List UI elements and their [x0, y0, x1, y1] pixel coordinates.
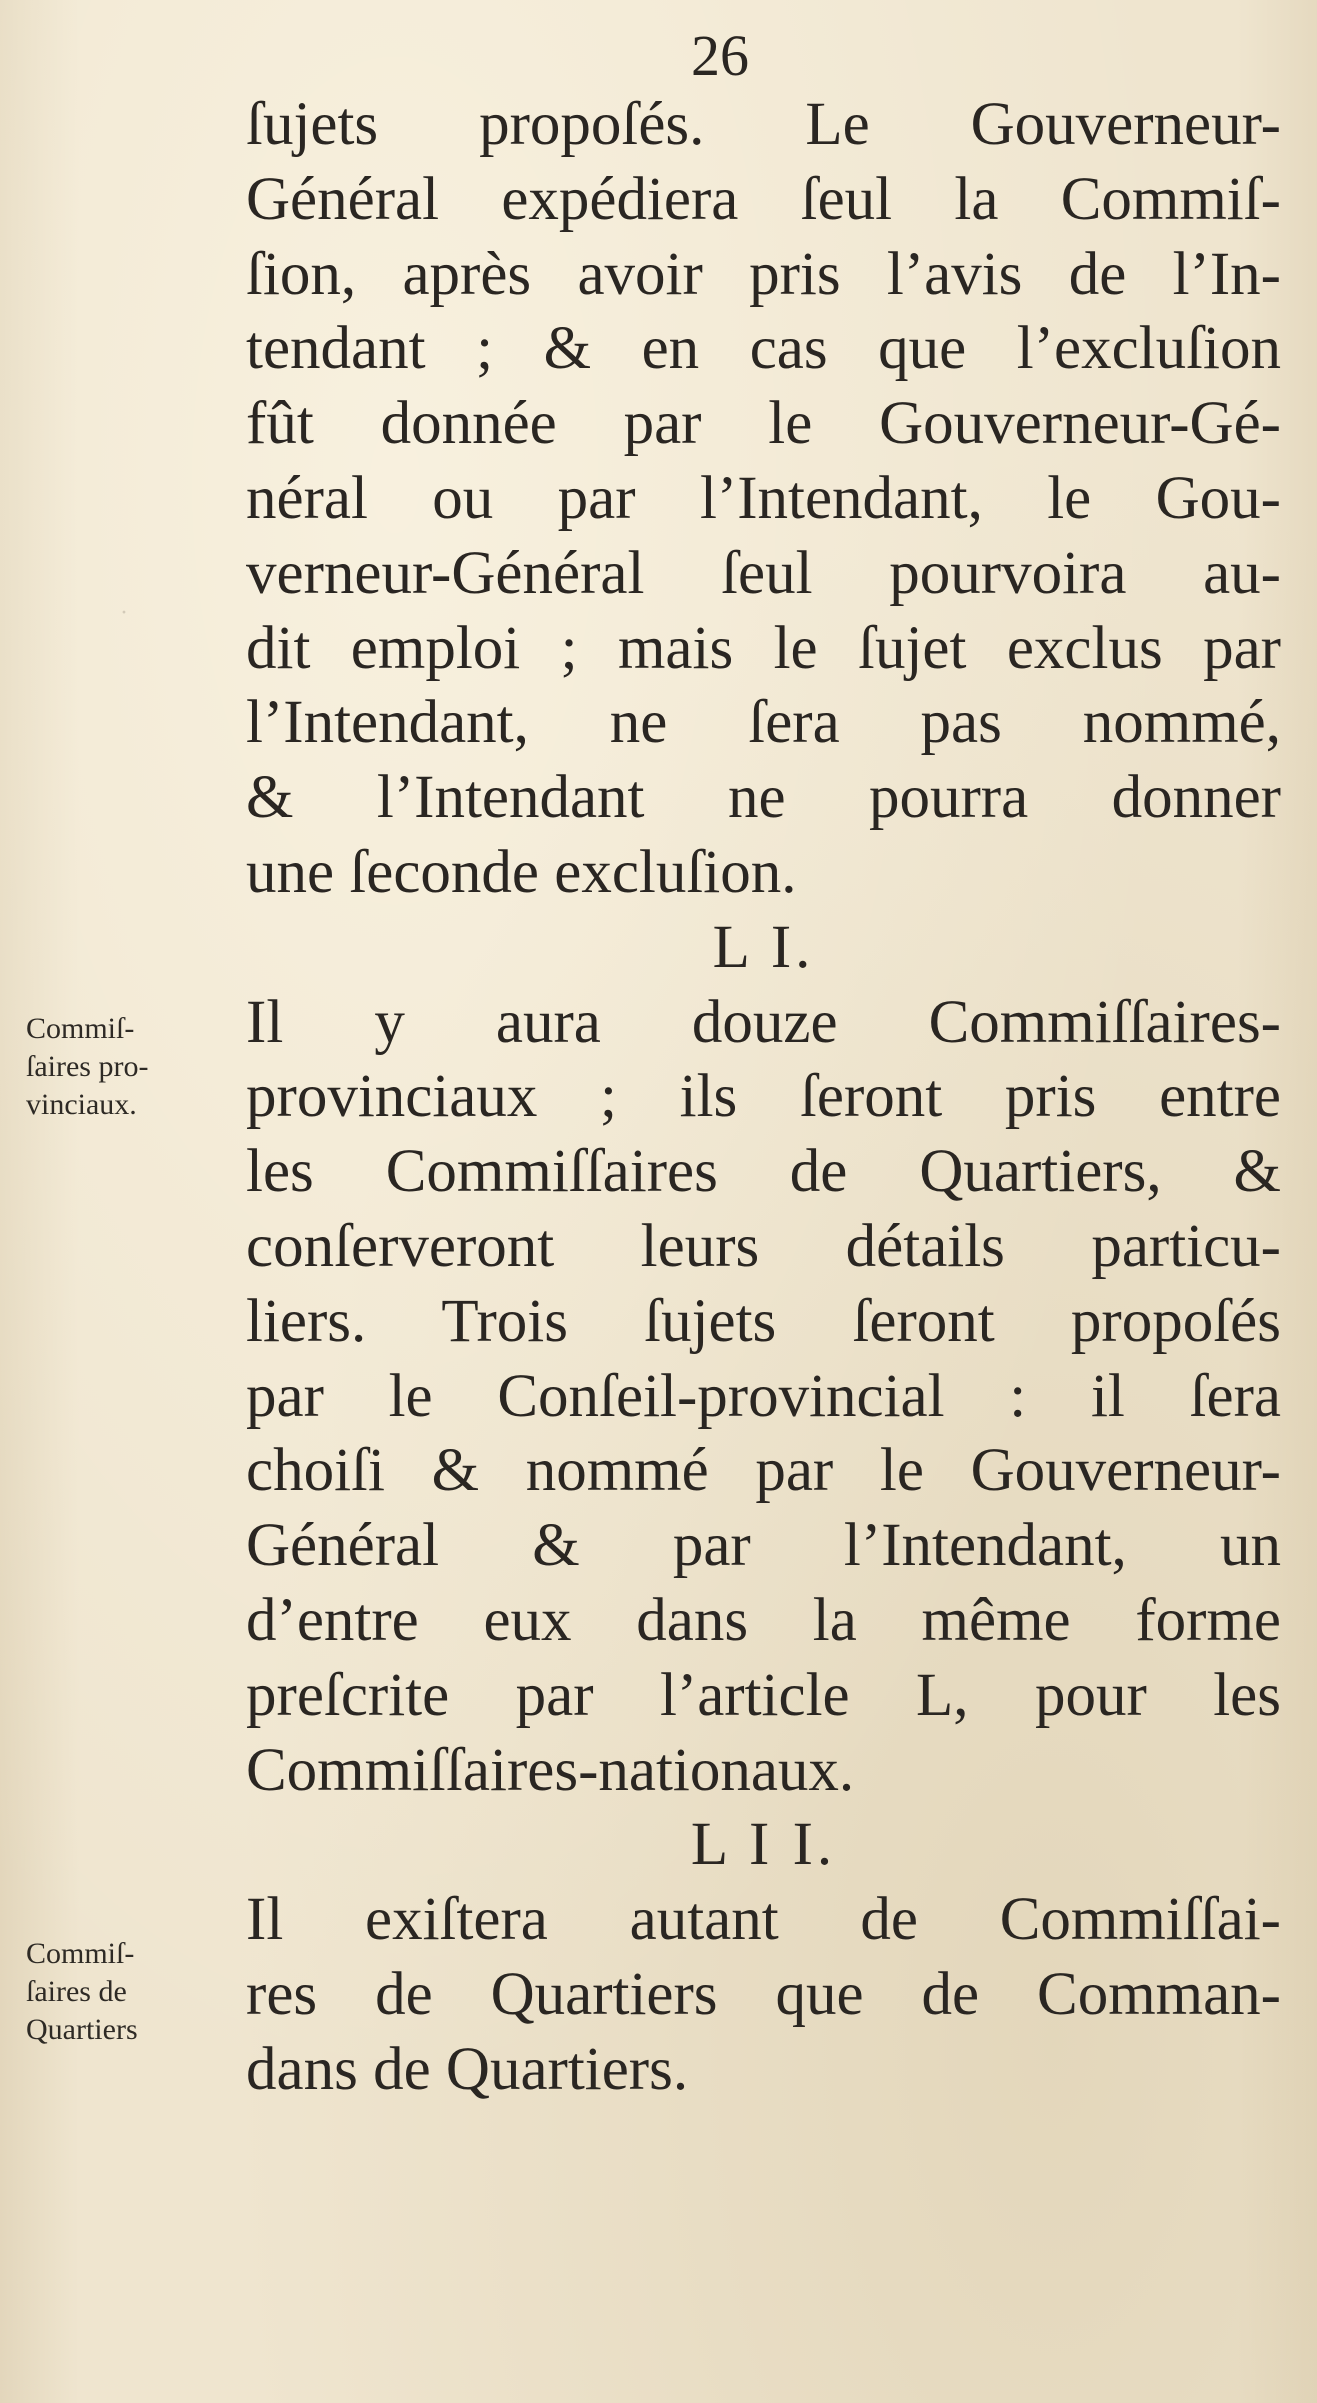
text-line: une ſeconde excluſion. [246, 838, 797, 906]
article-heading: L I I. [690, 1811, 837, 1879]
text-line: & l’Intendant ne pourra donner [246, 764, 1281, 832]
margin-note-commissaires-provinciaux [26, 1010, 231, 1124]
margin-note-line: Commiſ- [26, 1012, 135, 1045]
text-line: ſion, après avoir pris l’avis de l’In- [246, 240, 1281, 308]
text-line: res de Quartiers que de Comman- [246, 1960, 1281, 2028]
text-line: verneur-Général ſeul pourvoira au- [246, 539, 1281, 607]
text-line: d’entre eux dans la même forme [246, 1586, 1281, 1654]
text-line: liers. Trois ſujets ſeront propoſés [246, 1287, 1281, 1355]
text-line: les Commiſſaires de Quartiers, & [246, 1138, 1281, 1206]
text-line: Il exiſtera autant de Commiſſai- [246, 1886, 1281, 1954]
text-line: provinciaux ; ils ſeront pris entre [246, 1063, 1281, 1131]
margin-note-commissaires-de-quartiers [26, 1935, 231, 2049]
article-heading: L I. [712, 913, 815, 981]
text-line: Il y aura douze Commiſſaires- [246, 988, 1281, 1056]
text-line: choiſi & nommé par le Gouverneur- [246, 1437, 1281, 1505]
body-text [246, 88, 1281, 2108]
text-line: Commiſſaires-nationaux. [246, 1736, 855, 1804]
text-line: dans de Quartiers. [246, 2035, 689, 2103]
text-line: dit emploi ; mais le ſujet exclus par [246, 614, 1281, 682]
text-line: Général & par l’Intendant, un [246, 1512, 1281, 1580]
page-number: 26 [691, 23, 749, 88]
text-line: fût donnée par le Gouverneur-Gé- [246, 390, 1281, 458]
bleed-through-mark: · [120, 600, 128, 626]
margin-note-line: vinciaux. [26, 1088, 137, 1121]
margin-note-line: ſaires de [26, 1975, 127, 2008]
text-line: tendant ; & en cas que l’excluſion [246, 315, 1281, 383]
text-line: conſerveront leurs détails particu- [246, 1212, 1281, 1280]
margin-note-line: Commiſ- [26, 1937, 135, 1970]
text-line: néral ou par l’Intendant, le Gou- [246, 464, 1281, 532]
text-line: Général expédiera ſeul la Commiſ- [246, 165, 1281, 233]
text-line: ſujets propoſés. Le Gouverneur- [246, 91, 1281, 158]
margin-note-line: ſaires pro- [26, 1050, 149, 1083]
margin-note-line: Quartiers [26, 2013, 138, 2046]
text-line: par le Conſeil-provincial : il ſera [246, 1362, 1281, 1430]
text-line: preſcrite par l’article L, pour les [246, 1661, 1281, 1729]
text-line: l’Intendant, ne ſera pas nommé, [246, 689, 1281, 757]
